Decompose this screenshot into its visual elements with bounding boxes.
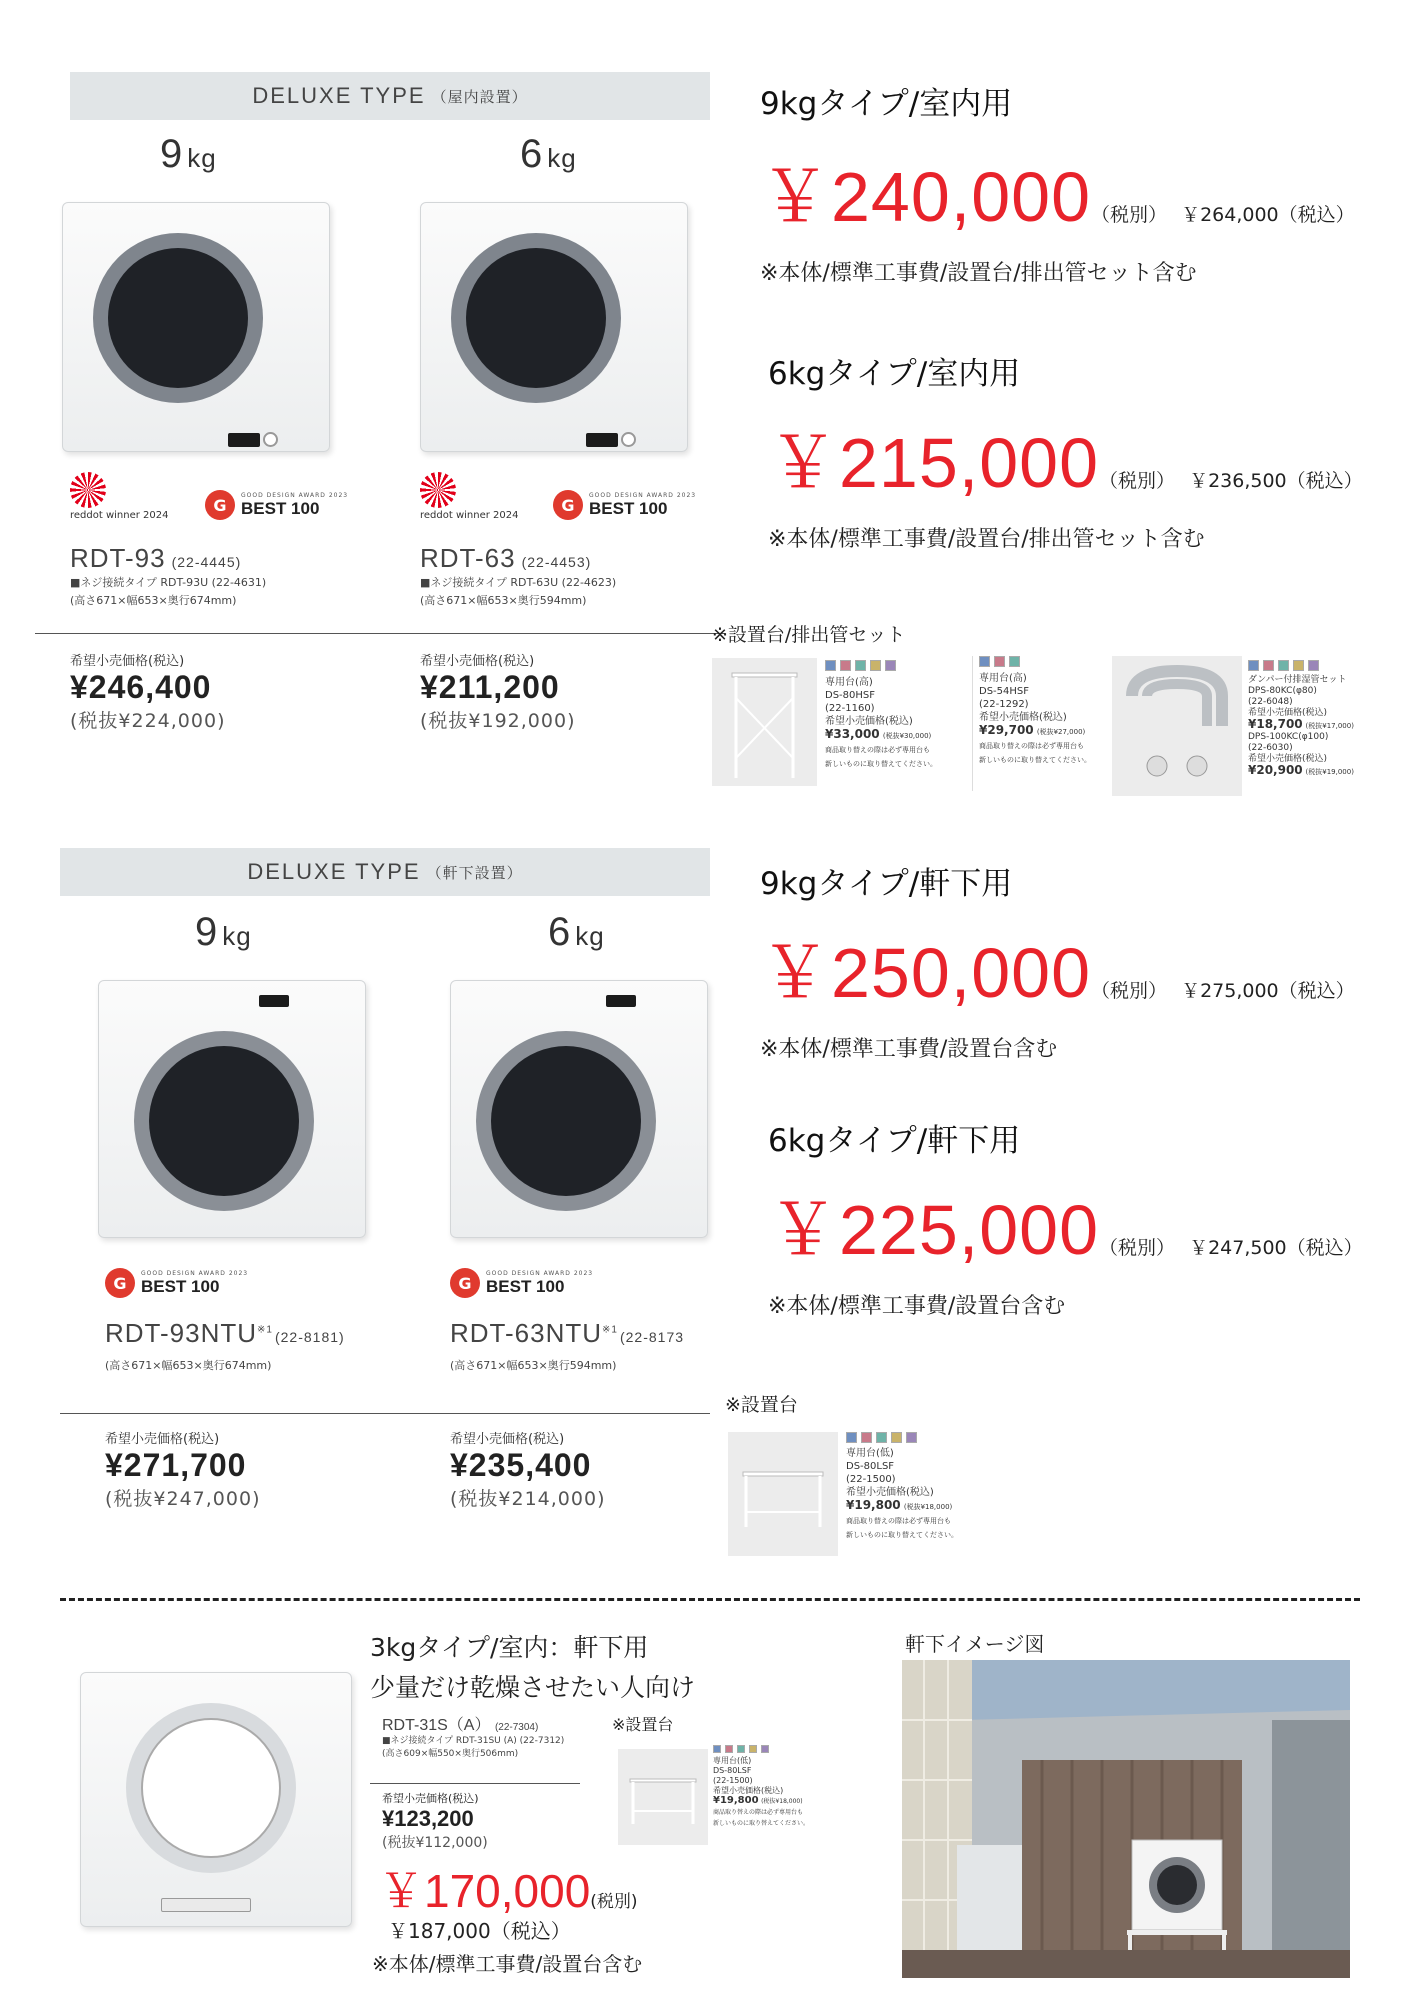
retail-price-rdt63: 希望小売価格(税込) ¥211,200 (税抜¥192,000) [420,654,576,732]
dryer-image-rdt93ntu [98,980,366,1238]
stand-image [712,658,817,786]
color-swatches [1248,660,1354,671]
reddot-logo-icon [70,472,106,508]
reddot-logo-icon [420,472,456,508]
indoor-header-title: DELUXE TYPE [252,83,426,108]
product-info-rdt63: RDT-63 (22-4453) ■ネジ接続タイプ RDT-63U (22-4623) (高さ671×幅653×奥行594mm) [420,543,617,607]
section-separator [60,1598,1360,1601]
exhaust-duct-icon [1112,656,1242,796]
gda-best100-rdt63ntu: G GOOD DESIGN AWARD 2023 BEST 100 [450,1268,593,1298]
model-code: (22-8173 [619,1329,685,1345]
product-info-rdt93ntu: RDT-93NTU$^{※1}$ (22-8181) (高さ671×幅653×奥行674mm) [105,1318,345,1372]
outdoor-divider [60,1413,710,1414]
color-swatches [979,656,1102,667]
retail-price-rdt93ntu: 希望小売価格(税込) ¥271,700 (税抜¥247,000) [105,1432,261,1510]
indoor-header-sub: （屋内設置） [431,87,528,106]
accessory-card-small-ds80lsf: 専用台(低) DS-80LSF (22-1500) 希望小売価格(税込) ¥19,800 (税抜¥18,000) 商品取り替えの際は必ず専用台も 新しいものに取り替えてください。 [618,1745,823,1845]
offer-price: ￥240,000 [760,158,1092,236]
outdoor-9kg-offer: 9kgタイプ/軒下用 ￥250,000 （税別） ￥275,000（税込） ※本体/標準工事費/設置台含む [760,866,1355,1062]
retail-price-rdt63ntu: 希望小売価格(税込) ¥235,400 (税抜¥214,000) [450,1432,606,1510]
dryer-image-rdt63ntu [450,980,708,1238]
color-swatch [846,1432,857,1443]
stand-low-icon [728,1432,838,1556]
color-swatch [1308,660,1319,671]
indoor-9kg-offer: 9kgタイプ/室内用 ￥240,000 （税別） ￥264,000（税込） ※本体/標準工事費/設置台/排出管セット含む [760,86,1355,286]
good-design-icon: G [105,1268,135,1298]
color-swatch [1278,660,1289,671]
model-name: RDT-63NTU [450,1318,603,1348]
small-incl: ※本体/標準工事費/設置台含む [372,1952,643,1976]
small-accessory-title: ※設置台 [612,1715,674,1734]
color-swatch [994,656,1005,667]
color-swatch [749,1745,757,1753]
color-swatch [861,1432,872,1443]
under-eaves-photo [902,1660,1350,1978]
good-design-icon: G [553,490,583,520]
outdoor-header-sub: （軒下設置） [426,863,523,882]
outdoor-6kg-offer: 6kgタイプ/軒下用 ￥225,000 （税別） ￥247,500（税込） ※本体/標準工事費/設置台含む [768,1123,1363,1319]
outdoor-header-band [60,848,710,896]
small-divider [370,1783,580,1784]
gda-best100-rdt93ntu: G GOOD DESIGN AWARD 2023 BEST 100 [105,1268,248,1298]
color-swatch [825,660,836,671]
indoor-divider [35,633,725,634]
accessory-card-ds80hsf: 専用台(高) DS-80HSF (22-1160) 希望小売価格(税込) ¥33,000 (税抜¥30,000) 商品取り替えの際は必ず専用台も 新しいものに取り替えてください。 [712,656,962,791]
indoor-accessory-title: ※設置台/排出管セット [712,624,906,646]
good-design-icon: G [205,490,235,520]
dryer-image-rdt93 [62,202,330,452]
good-design-icon: G [450,1268,480,1298]
small-tax-in: ￥187,000（税込） [388,1919,571,1943]
color-swatch [840,660,851,671]
stand-image [728,1432,838,1556]
color-swatches [713,1745,809,1753]
indoor-6kg-offer: 6kgタイプ/室内用 ￥215,000 （税別） ￥236,500（税込） ※本体/標準工事費/設置台/排出管セット含む [768,356,1363,552]
indoor-weight-6: 6 kg [520,132,577,176]
dryer-image-rdt31s [80,1672,352,1927]
outdoor-header-title: DELUXE TYPE [247,859,421,884]
model-name: RDT-93 [70,543,166,573]
product-info-rdt31s: RDT-31S（A） (22-7304) ■ネジ接続タイプ RDT-31SU (A) (22-7312) (高さ609×幅550×奥行506mm) [382,1717,565,1759]
color-swatch [979,656,990,667]
color-swatch [876,1432,887,1443]
model-code: (22-8181) [274,1329,345,1345]
color-swatch [725,1745,733,1753]
dryer-image-rdt63 [420,202,688,452]
image-title: 軒下イメージ図 [905,1632,1045,1656]
offer-price: ￥250,000 [760,934,1092,1012]
outdoor-accessory-title: ※設置台 [725,1394,798,1416]
model-code: (22-4445) [171,554,242,570]
color-swatch [855,660,866,671]
stand-low-icon [618,1749,708,1845]
color-swatch [713,1745,721,1753]
outdoor-weight-9: 9 kg [195,910,252,954]
small-title: 3kgタイプ/室内：軒下用 少量だけ乾燥させたい人向け [370,1633,696,1702]
offer-price: ￥225,000 [768,1191,1100,1269]
retail-price-rdt31s: 希望小売価格(税込) ¥123,200 (税抜¥112,000) [382,1792,488,1851]
stand-image [618,1749,708,1845]
duct-image [1112,656,1242,796]
gda-best100-rdt93: G GOOD DESIGN AWARD 2023 BEST 100 [205,490,348,520]
indoor-weight-9: 9 kg [160,132,217,176]
color-swatch [1009,656,1020,667]
model-name: RDT-31S（A） [382,1717,491,1734]
model-code: (22-7304) [494,1722,539,1733]
color-swatches [846,1432,958,1443]
model-name: RDT-63 [420,543,516,573]
model-code: (22-4453) [521,554,592,570]
accessory-card-ds80lsf: 専用台(低) DS-80LSF (22-1500) 希望小売価格(税込) ¥19,800 (税抜¥18,000) 商品取り替えの際は必ず専用台も 新しいものに取り替えてください。 [728,1428,988,1558]
outdoor-weight-6: 6 kg [548,910,605,954]
color-swatch [1248,660,1259,671]
under-eaves-image [902,1660,1350,1978]
accessory-card-ds54hsf: 専用台(高) DS-54HSF (22-1292) 希望小売価格(税込) ¥29,700 (税抜¥27,000) 商品取り替えの際は必ず専用台も 新しいものに取り替えてください。 [972,656,1102,791]
color-swatches [825,660,937,671]
reddot-award-rdt63: reddot winner 2024 [420,472,518,521]
accessory-card-dps-kc: ダンパー付排湿管セット DPS-80KC(φ80) (22-6048) 希望小売価格(税込) ¥18,700 (税抜¥17,000) DPS-100KC(φ100) (22-6030) 希望小売価格(税込) ¥20,900 (税抜¥19,000) [1112,656,1372,796]
color-swatch [1293,660,1304,671]
indoor-header-band [70,72,710,120]
color-swatch [870,660,881,671]
stand-high-icon [712,658,817,786]
retail-price-rdt93: 希望小売価格(税込) ¥246,400 (税抜¥224,000) [70,654,226,732]
color-swatch [737,1745,745,1753]
color-swatch [906,1432,917,1443]
color-swatch [761,1745,769,1753]
color-swatch [1263,660,1274,671]
gda-best100-rdt63: G GOOD DESIGN AWARD 2023 BEST 100 [553,490,696,520]
color-swatch [891,1432,902,1443]
product-info-rdt63ntu: RDT-63NTU$^{※1}$ (22-8173 (高さ671×幅653×奥行594mm) [450,1318,685,1372]
color-swatch [885,660,896,671]
reddot-award-rdt93: reddot winner 2024 [70,472,168,521]
model-name: RDT-93NTU [105,1318,258,1348]
product-info-rdt93: RDT-93 (22-4445) ■ネジ接続タイプ RDT-93U (22-4631) (高さ671×幅653×奥行674mm) [70,543,267,607]
offer-price: ￥215,000 [768,424,1100,502]
small-offer-price: ￥170,000 (税別) [378,1865,638,1917]
